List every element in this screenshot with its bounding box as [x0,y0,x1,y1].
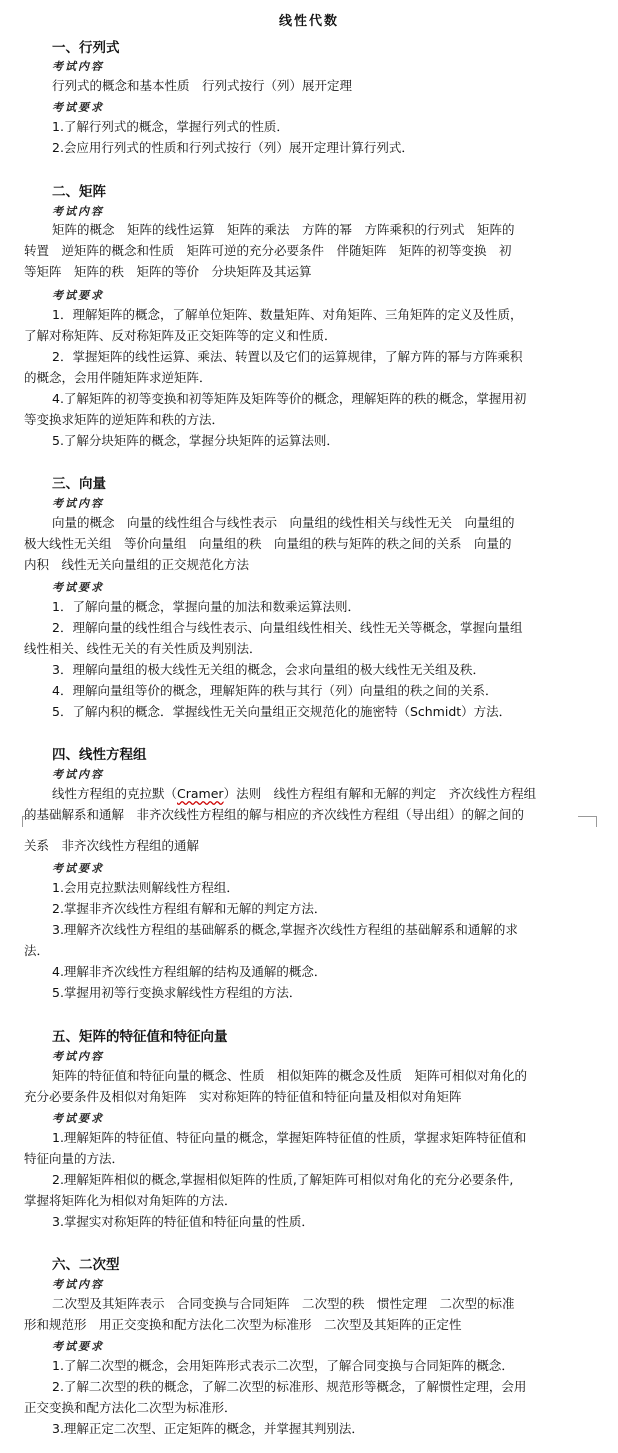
document-title: 线性代数 [278,14,339,29]
content-line: 向量的概念 向量的线性组合与线性表示 向量组的线性相关与线性无关 向量组的 [52,515,515,530]
content-line: 矩阵的概念 矩阵的线性运算 矩阵的乘法 方阵的幂 方阵乘积的行列式 矩阵的 [52,222,515,237]
requirement-line: 5.了解分块矩阵的概念，掌握分块矩阵的运算法则． [52,433,339,448]
content-text: ）法则 线性方程组有解和无解的判定 齐次线性方程组 [223,786,537,801]
content-line: 内积 线性无关向量组的正交规范化方法 [24,557,250,572]
content-line: 行列式的概念和基本性质 行列式按行（列）展开定理 [52,78,353,93]
requirement-line: 4.理解非齐次线性方程组解的结构及通解的概念． [52,964,327,979]
content-line: 二次型及其矩阵表示 合同变换与合同矩阵 二次型的秩 惯性定理 二次型的标准 [52,1296,515,1311]
content-line: 的基础解系和通解 非齐次线性方程组的解与相应的齐次线性方程组（导出组）的解之间的 [24,807,525,822]
content-label: 考试内容 [52,205,104,218]
requirement-line: 2.理解矩阵相似的概念,掌握相似矩阵的性质,了解矩阵可相似对角化的充分必要条件, [52,1172,514,1187]
section-heading: 二、矩阵 [52,184,106,200]
requirement-line: 的概念，会用伴随矩阵求逆矩阵． [24,370,212,385]
requirement-line: 3.理解正定二次型、正定矩阵的概念，并掌握其判别法． [52,1421,364,1436]
requirements-label: 考试要求 [52,1340,104,1353]
requirement-line: 5．了解内积的概念．掌握线性无关向量组正交规范化的施密特（Schmidt）方法． [52,704,512,719]
content-label: 考试内容 [52,1278,104,1291]
cramer-term: Cramer [177,786,224,801]
requirements-label: 考试要求 [52,289,104,302]
requirement-line: 等变换求矩阵的逆矩阵和秩的方法． [24,412,225,427]
requirements-label: 考试要求 [52,581,104,594]
requirement-line: 2.掌握非齐次线性方程组有解和无解的判定方法． [52,901,327,916]
requirement-line: 掌握将矩阵化为相似对角矩阵的方法． [24,1193,237,1208]
requirement-line: 1.理解矩阵的特征值、特征向量的概念，掌握矩阵特征值的性质，掌握求矩阵特征值和 [52,1130,527,1145]
requirement-line: 3．理解向量组的极大线性无关组的概念，会求向量组的极大线性无关组及秩． [52,662,485,677]
requirement-line: 2．掌握矩阵的线性运算、乘法、转置以及它们的运算规律，了解方阵的幂与方阵乘积 [52,349,523,364]
requirement-line: 1.会用克拉默法则解线性方程组． [52,880,239,895]
requirement-line: 1．理解矩阵的概念，了解单位矩阵、数量矩阵、对角矩阵、三角矩阵的定义及性质， [52,307,523,322]
content-line: 极大线性无关组 等价向量组 向量组的秩 向量组的秩与矩阵的秩之间的关系 向量的 [24,536,512,551]
content-text: 线性方程组的克拉默（ [52,786,178,801]
page-break-marker [22,816,35,827]
requirement-line: 了解对称矩阵、反对称矩阵及正交矩阵等的定义和性质． [24,328,337,343]
requirement-line: 2.了解二次型的秩的概念，了解二次型的标准形、规范形等概念，了解惯性定理，会用 [52,1379,527,1394]
content-label: 考试内容 [52,60,104,73]
section-heading: 六、二次型 [52,1257,120,1273]
content-label: 考试内容 [52,768,104,781]
requirement-line: 1.了解二次型的概念，会用矩阵形式表示二次型，了解合同变换与合同矩阵的概念． [52,1358,514,1373]
requirement-line: 5.掌握用初等行变换求解线性方程组的方法． [52,985,302,1000]
requirement-line: 3.掌握实对称矩阵的特征值和特征向量的性质． [52,1214,314,1229]
requirement-line: 特征向量的方法． [24,1151,125,1166]
content-line [52,784,536,805]
content-line: 矩阵的特征值和特征向量的概念、性质 相似矩阵的概念及性质 矩阵可相似对角化的 [52,1068,528,1083]
section-heading: 一、行列式 [52,40,120,56]
section-heading: 五、矩阵的特征值和特征向量 [52,1029,228,1045]
section-heading: 三、向量 [52,476,106,492]
requirements-label: 考试要求 [52,862,104,875]
requirement-line: 线性相关、线性无关的有关性质及判别法． [24,641,262,656]
content-line: 等矩阵 矩阵的秩 矩阵的等价 分块矩阵及其运算 [24,264,312,279]
section-heading: 四、线性方程组 [52,747,147,763]
requirement-line: 4．理解向量组等价的概念，理解矩阵的秩与其行（列）向量组的秩之间的关系． [52,683,498,698]
requirement-line: 1．了解向量的概念，掌握向量的加法和数乘运算法则． [52,599,360,614]
content-line: 充分必要条件及相似对角矩阵 实对称矩阵的特征值和特征向量及相似对角矩阵 [24,1089,462,1104]
requirements-label: 考试要求 [52,1112,104,1125]
requirement-line: 1.了解行列式的概念，掌握行列式的性质． [52,119,289,134]
page-break-marker [578,816,597,827]
requirement-line: 正交变换和配方法化二次型为标准形． [24,1400,237,1415]
content-line: 转置 逆矩阵的概念和性质 矩阵可逆的充分必要条件 伴随矩阵 矩阵的初等变换 初 [24,243,512,258]
requirement-line: 法． [24,943,50,958]
requirement-line: 2.会应用行列式的性质和行列式按行（列）展开定理计算行列式． [52,140,414,155]
requirement-line: 3.理解齐次线性方程组的基础解系的概念,掌握齐次线性方程组的基础解系和通解的求 [52,922,518,937]
requirement-line: 4.了解矩阵的初等变换和初等矩阵及矩阵等价的概念，理解矩阵的秩的概念，掌握用初 [52,391,527,406]
content-line: 形和规范形 用正交变换和配方法化二次型为标准形 二次型及其矩阵的正定性 [24,1317,462,1332]
content-label: 考试内容 [52,497,104,510]
content-line: 关系 非齐次线性方程组的通解 [24,838,200,853]
requirement-line: 2．理解向量的线性组合与线性表示、向量组线性相关、线性无关等概念，掌握向量组 [52,620,523,635]
content-label: 考试内容 [52,1050,104,1063]
requirements-label: 考试要求 [52,101,104,114]
